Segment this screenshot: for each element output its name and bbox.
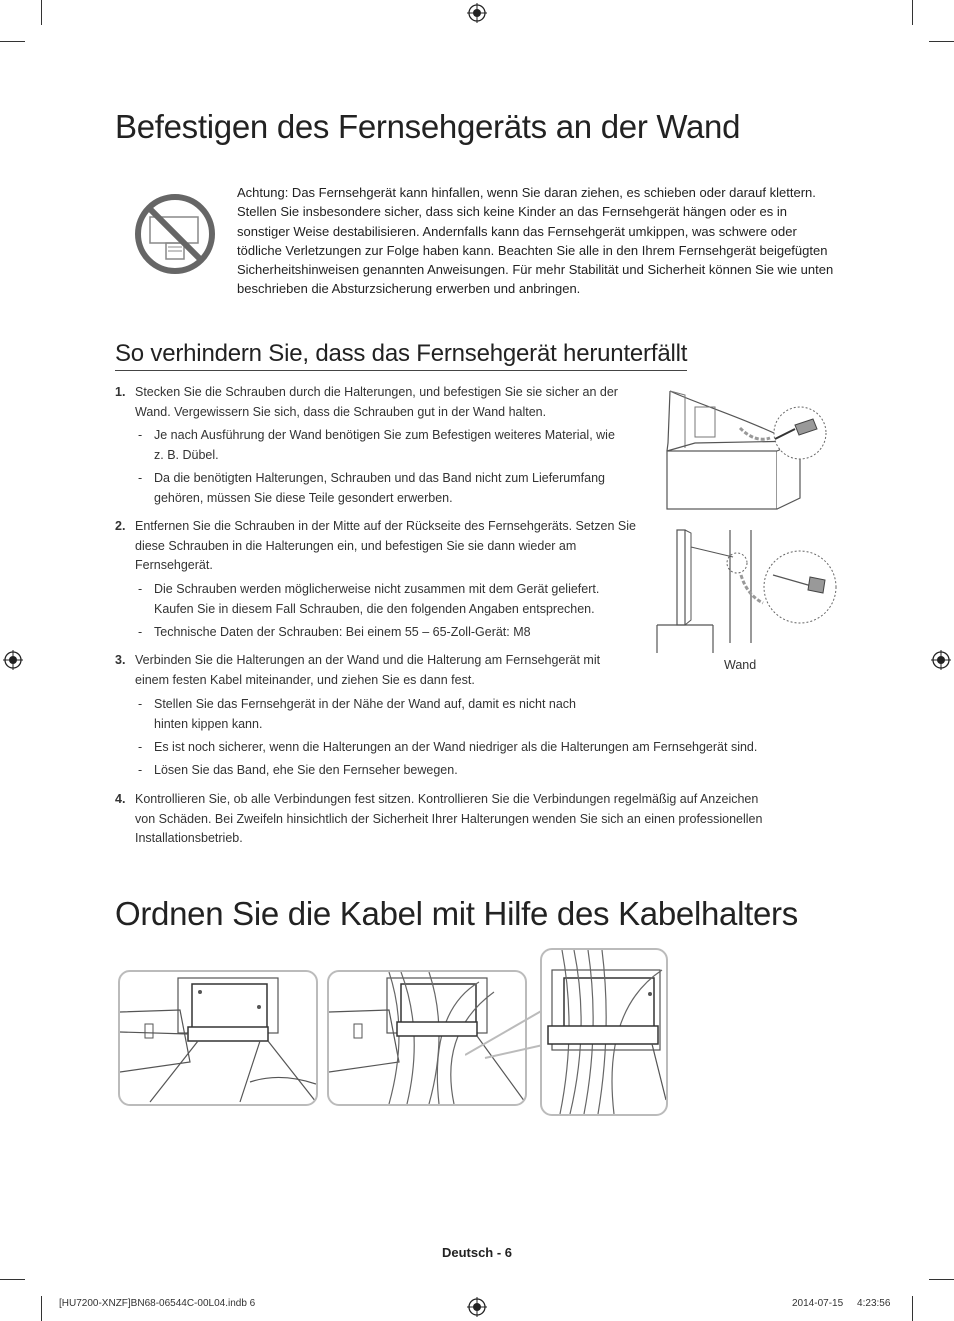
sub-list-item: - Lösen Sie das Band, ehe Sie den Fernseher bewegen.	[138, 763, 458, 777]
crop-mark	[929, 41, 954, 42]
warning-text: Achtung: Das Fernsehgerät kann hinfallen, wenn Sie daran ziehen, es schieben oder darauf klettern. Stellen Sie insbesondere sicher, dass sich keine Kinder an das Fernsehgerät hängen oder es in sonstiger Weise destabilisieren. Andernfalls kann das Fernsehgerät umkippen, was schwere oder tödliche Verletzungen zur Folge haben kann. Beachten Sie alle in den Ihrem Fernsehgerät beigefügten Sicherheitshinweisen genannten Anweisungen. Für mehr Stabilität und Sicherheit können Sie wie unten beschrieben die Absturzsicherung erwerben und anbringen.	[237, 185, 834, 297]
crop-mark	[0, 1279, 25, 1280]
zoom-connector	[465, 1000, 545, 1060]
list-item: 3. Verbinden Sie die Halterungen an der Wand und die Halterung am Fernsehgerät mit einem festen Kabel miteinander, und ziehen Sie es dann fest.	[115, 653, 601, 687]
sub-list-item: - Stellen Sie das Fernsehgerät in der Nähe der Wand auf, damit es nicht nach hinten kippen kann.	[138, 697, 576, 731]
section-subtitle: So verhindern Sie, dass das Fernsehgerät herunterfällt	[115, 340, 687, 371]
sub-list-item: - Da die benötigten Halterungen, Schrauben und das Band nicht zum Lieferumfang gehören, müssen Sie diese Teile gesondert erwerben.	[138, 471, 605, 505]
print-date: 2014-07-15 4:23:56	[792, 1298, 891, 1309]
crop-mark	[41, 0, 42, 25]
page-title: Befestigen des Fernsehgeräts an der Wand	[115, 108, 741, 145]
page-number: Deutsch - 6	[441, 1245, 513, 1260]
registration-mark-icon	[467, 1297, 487, 1317]
no-climbing-warning-icon	[134, 193, 216, 275]
sub-list-item: - Es ist noch sicherer, wenn die Halterungen an der Wand niedriger als die Halterungen am Fernsehgerät sind.	[138, 740, 758, 754]
sub-list-item: - Je nach Ausführung der Wand benötigen Sie zum Befestigen weiteres Material, wie z. B. Dübel.	[138, 428, 615, 462]
crop-mark	[41, 1296, 42, 1321]
crop-mark	[912, 1296, 913, 1321]
registration-mark-icon	[467, 3, 487, 23]
wall-label: Wand	[724, 658, 757, 672]
crop-mark	[929, 1279, 954, 1280]
list-item: 2. Entfernen Sie die Schrauben in der Mitte auf der Rückseite des Fernsehgeräts. Setzen Sie diese Schrauben in die Halterungen ein, und befestigen Sie sie dann wieder am Fernsehgerät.	[115, 519, 636, 572]
tv-bracket-illustration	[655, 383, 835, 513]
crop-mark	[912, 0, 913, 25]
cable-holder-detail-illustration	[540, 948, 668, 1116]
file-name: [HU7200-XNZF]BN68-06544C-00L04.indb 6	[59, 1298, 256, 1309]
list-item: 4. Kontrollieren Sie, ob alle Verbindungen fest sitzen. Kontrollieren Sie die Verbindungen regelmäßig auf Anzeichen von Schäden. Bei Zweifeln hinsichtlich der Sicherheit Ihrer Halterungen wenden Sie sich an einen professionellen Installationsbetrieb.	[115, 792, 763, 845]
section-title-cable: Ordnen Sie die Kabel mit Hilfe des Kabelhalters	[115, 895, 798, 932]
tv-wall-side-illustration	[655, 525, 845, 655]
registration-mark-icon	[3, 650, 23, 670]
cable-holder-illustration-1	[118, 970, 318, 1106]
sub-list-item: - Die Schrauben werden möglicherweise nicht zusammen mit dem Gerät geliefert. Kaufen Sie in diesem Fall Schrauben, die den folgenden Angaben entsprechen.	[138, 582, 600, 616]
registration-mark-icon	[931, 650, 951, 670]
sub-list-item: - Technische Daten der Schrauben: Bei einem 55 – 65-Zoll-Gerät: M8	[138, 625, 531, 639]
crop-mark	[0, 41, 25, 42]
list-item: 1. Stecken Sie die Schrauben durch die Halterungen, und befestigen Sie sie sicher an der Wand. Vergewissern Sie sich, dass die Schrauben gut in der Wand halten.	[115, 385, 618, 419]
